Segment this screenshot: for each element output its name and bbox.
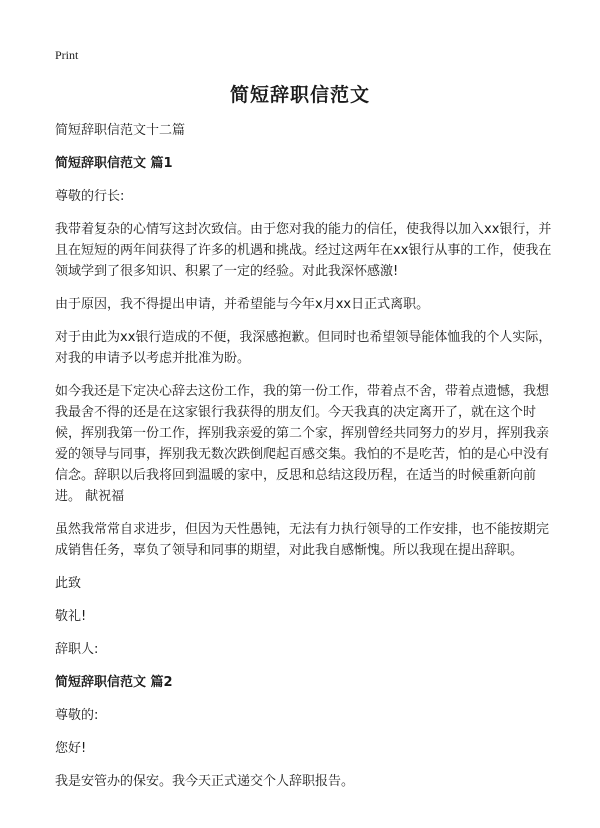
body-paragraph: 由于原因，我不得提出申请，并希望能与今年x月xx日正式离职。 <box>55 297 430 312</box>
salutation: 尊敬的行长: <box>55 189 125 204</box>
document-title: 简短辞职信范文 <box>229 84 370 106</box>
body-paragraph: 我带着复杂的心情写这封次致信。由于您对我的能力的信任，使我得以加入xx银行，并且在短短的两年间获得了许多的机遇和挑战。经过这两年在xx银行从事的工作，使我在领域学到了很多知识、积累了一定的经验。对此我深怀感激! <box>55 222 552 279</box>
body-paragraph: 对于由此为xx银行造成的不便，我深感抱歉。但同时也希望领导能体恤我的个人实际，对我的申请予以考虑并批准为盼。 <box>55 330 552 366</box>
greeting: 您好! <box>55 741 87 756</box>
section-heading-1: 简短辞职信范文 篇1 <box>55 156 173 171</box>
closing-line: 此致 <box>55 576 82 591</box>
print-label[interactable]: Print <box>55 48 79 62</box>
document-body <box>55 120 560 804</box>
body-paragraph: 如今我还是下定决心辞去这份工作，我的第一份工作，带着点不舍，带着点遗憾，我想我最舍不得的还是在这家银行我获得的朋友们。今天我真的决定离开了，就在这个时候，挥别我第一份工作，挥别我亲爱的第二个家，挥别曾经共同努力的岁月，挥别我亲爱的领导与同事，挥别我无数次跌倒爬起百感交集。我怕的不是吃苦，怕的是心中没有信念。辞职以后我将回到温暖的家中，反思和总结这段历程，在适当的时候重新向前进。 献祝福 <box>55 384 550 504</box>
section-heading-2: 简短辞职信范文 篇2 <box>55 675 173 690</box>
signature-line: 辞职人: <box>55 642 99 657</box>
closing-line: 敬礼! <box>55 609 87 624</box>
body-paragraph: 我是安管办的保安。我今天正式递交个人辞职报告。 <box>55 774 355 789</box>
document-subtitle: 简短辞职信范文十二篇 <box>55 123 186 138</box>
salutation: 尊敬的: <box>55 708 99 723</box>
body-paragraph: 虽然我常常自求进步，但因为天性愚钝，无法有力执行领导的工作安排，也不能按期完成销售任务，辜负了领导和同事的期望，对此我自感惭愧。所以我现在提出辞职。 <box>55 522 550 558</box>
